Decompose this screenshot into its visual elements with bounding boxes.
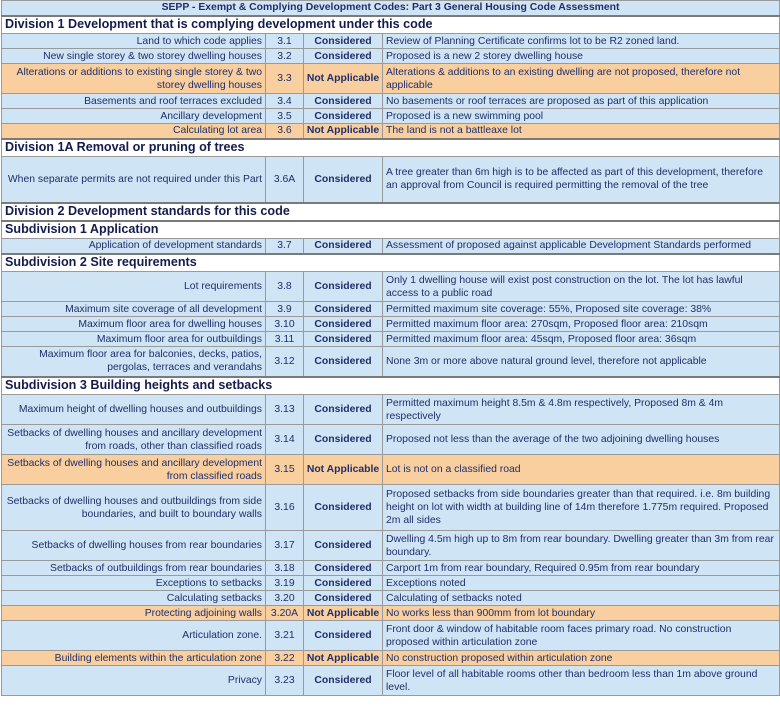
table-row [2,124,780,139]
row-label: Basements and roof terraces excluded [2,94,266,109]
status-cell: Not Applicable [304,606,383,621]
comment-cell: Calculating of setbacks noted [383,591,780,606]
status-cell: Considered [304,34,383,49]
status-cell: Considered [304,621,383,651]
section-heading: Division 2 Development standards for this code [2,203,780,221]
section-heading-row [2,377,780,395]
comment-cell: Lot is not on a classified road [383,455,780,485]
row-label: Land to which code applies [2,34,266,49]
clause-number: 3.14 [266,425,304,455]
table-row [2,576,780,591]
status-cell: Considered [304,666,383,696]
status-cell: Considered [304,485,383,531]
row-label: Setbacks of dwelling houses and outbuildings from side boundaries, and built to boundary walls [2,485,266,531]
status-cell: Considered [304,332,383,347]
status-cell: Considered [304,49,383,64]
section-heading-row [2,221,780,239]
row-label: Building elements within the articulation zone [2,651,266,666]
status-cell: Considered [304,109,383,124]
status-cell: Considered [304,425,383,455]
table-row [2,485,780,531]
section-heading: Subdivision 2 Site requirements [2,254,780,272]
section-heading: Subdivision 1 Application [2,221,780,239]
row-label: Maximum floor area for outbuildings [2,332,266,347]
clause-number: 3.4 [266,94,304,109]
section-heading-row [2,16,780,34]
comment-cell: No works less than 900mm from lot boundary [383,606,780,621]
table-row [2,239,780,254]
table-row [2,395,780,425]
status-cell: Considered [304,347,383,377]
comment-cell: Floor level of all habitable rooms other than bedroom less than 1m above ground level. [383,666,780,696]
table-row [2,272,780,302]
row-label: New single storey & two storey dwelling houses [2,49,266,64]
status-cell: Not Applicable [304,124,383,139]
status-cell: Considered [304,157,383,203]
row-label: Lot requirements [2,272,266,302]
row-label: Application of development standards [2,239,266,254]
status-cell: Considered [304,531,383,561]
table-row [2,666,780,696]
table-row [2,94,780,109]
clause-number: 3.7 [266,239,304,254]
section-heading: Subdivision 3 Building heights and setbacks [2,377,780,395]
comment-cell: Dwelling 4.5m high up to 8m from rear boundary. Dwelling greater than 3m from rear boundary. [383,531,780,561]
table-row [2,606,780,621]
clause-number: 3.12 [266,347,304,377]
clause-number: 3.8 [266,272,304,302]
table-title: SEPP - Exempt & Complying Development Codes: Part 3 General Housing Code Assessment [2,1,780,16]
comment-cell: No basements or roof terraces are proposed as part of this application [383,94,780,109]
clause-number: 3.16 [266,485,304,531]
status-cell: Considered [304,94,383,109]
section-heading: Division 1A Removal or pruning of trees [2,139,780,157]
status-cell: Not Applicable [304,455,383,485]
row-label: Maximum site coverage of all development [2,302,266,317]
comment-cell: Only 1 dwelling house will exist post construction on the lot. The lot has lawful access to a public road [383,272,780,302]
comment-cell: Assessment of proposed against applicable Development Standards performed [383,239,780,254]
comment-cell: A tree greater than 6m high is to be affected as part of this development, therefore an approval from Council is required permitting the removal of the tree [383,157,780,203]
status-cell: Not Applicable [304,64,383,94]
clause-number: 3.9 [266,302,304,317]
table-row [2,157,780,203]
row-label: Maximum floor area for balconies, decks, patios, pergolas, terraces and verandahs [2,347,266,377]
table-row [2,317,780,332]
row-label: Exceptions to setbacks [2,576,266,591]
row-label: Protecting adjoining walls [2,606,266,621]
clause-number: 3.20A [266,606,304,621]
table-row [2,425,780,455]
clause-number: 3.6 [266,124,304,139]
row-label: When separate permits are not required under this Part [2,157,266,203]
clause-number: 3.11 [266,332,304,347]
table-row [2,455,780,485]
clause-number: 3.19 [266,576,304,591]
table-row [2,64,780,94]
comment-cell: Permitted maximum height 8.5m & 4.8m respectively, Proposed 8m & 4m respectively [383,395,780,425]
row-label: Calculating lot area [2,124,266,139]
comment-cell: No construction proposed within articulation zone [383,651,780,666]
row-label: Maximum height of dwelling houses and outbuildings [2,395,266,425]
row-label: Setbacks of dwelling houses and ancillary development from classified roads [2,455,266,485]
table-row [2,34,780,49]
row-label: Maximum floor area for dwelling houses [2,317,266,332]
comment-cell: Permitted maximum site coverage: 55%, Proposed site coverage: 38% [383,302,780,317]
table-row [2,531,780,561]
clause-number: 3.17 [266,531,304,561]
comment-cell: Proposed is a new 2 storey dwelling house [383,49,780,64]
clause-number: 3.3 [266,64,304,94]
clause-number: 3.23 [266,666,304,696]
comment-cell: Proposed setbacks from side boundaries greater than that required. i.e. 8m building height on lot with width at building line of 14m therefore 1.775m required. Proposed 2m all sides [383,485,780,531]
row-label: Alterations or additions to existing single storey & two storey dwelling houses [2,64,266,94]
table-row [2,347,780,377]
comment-cell: Review of Planning Certificate confirms lot to be R2 zoned land. [383,34,780,49]
table-row [2,591,780,606]
clause-number: 3.18 [266,561,304,576]
section-heading: Division 1 Development that is complying development under this code [2,16,780,34]
clause-number: 3.15 [266,455,304,485]
comment-cell: Proposed not less than the average of the two adjoining dwelling houses [383,425,780,455]
status-cell: Considered [304,561,383,576]
table-title-row [2,1,780,16]
section-heading-row [2,254,780,272]
status-cell: Not Applicable [304,651,383,666]
row-label: Setbacks of outbuildings from rear boundaries [2,561,266,576]
table-row [2,109,780,124]
clause-number: 3.13 [266,395,304,425]
comment-cell: Proposed is a new swimming pool [383,109,780,124]
table-row [2,561,780,576]
status-cell: Considered [304,272,383,302]
assessment-table [1,0,780,696]
comment-cell: Permitted maximum floor area: 270sqm, Proposed floor area: 210sqm [383,317,780,332]
clause-number: 3.21 [266,621,304,651]
status-cell: Considered [304,302,383,317]
clause-number: 3.5 [266,109,304,124]
status-cell: Considered [304,395,383,425]
table-row [2,332,780,347]
status-cell: Considered [304,317,383,332]
comment-cell: Carport 1m from rear boundary, Required 0.95m from rear boundary [383,561,780,576]
table-row [2,621,780,651]
section-heading-row [2,203,780,221]
comment-cell: Exceptions noted [383,576,780,591]
clause-number: 3.10 [266,317,304,332]
comment-cell: Front door & window of habitable room faces primary road. No construction proposed within articulation zone [383,621,780,651]
comment-cell: Permitted maximum floor area: 45sqm, Proposed floor area: 36sqm [383,332,780,347]
section-heading-row [2,139,780,157]
status-cell: Considered [304,576,383,591]
row-label: Privacy [2,666,266,696]
status-cell: Considered [304,591,383,606]
row-label: Articulation zone. [2,621,266,651]
table-row [2,49,780,64]
comment-cell: The land is not a battleaxe lot [383,124,780,139]
clause-number: 3.1 [266,34,304,49]
row-label: Setbacks of dwelling houses from rear boundaries [2,531,266,561]
clause-number: 3.6A [266,157,304,203]
comment-cell: Alterations & additions to an existing dwelling are not proposed, therefore not applicable [383,64,780,94]
table-row [2,651,780,666]
clause-number: 3.2 [266,49,304,64]
clause-number: 3.20 [266,591,304,606]
status-cell: Considered [304,239,383,254]
comment-cell: None 3m or more above natural ground level, therefore not applicable [383,347,780,377]
row-label: Calculating setbacks [2,591,266,606]
table-row [2,302,780,317]
row-label: Setbacks of dwelling houses and ancillary development from roads, other than classified roads [2,425,266,455]
clause-number: 3.22 [266,651,304,666]
row-label: Ancillary development [2,109,266,124]
